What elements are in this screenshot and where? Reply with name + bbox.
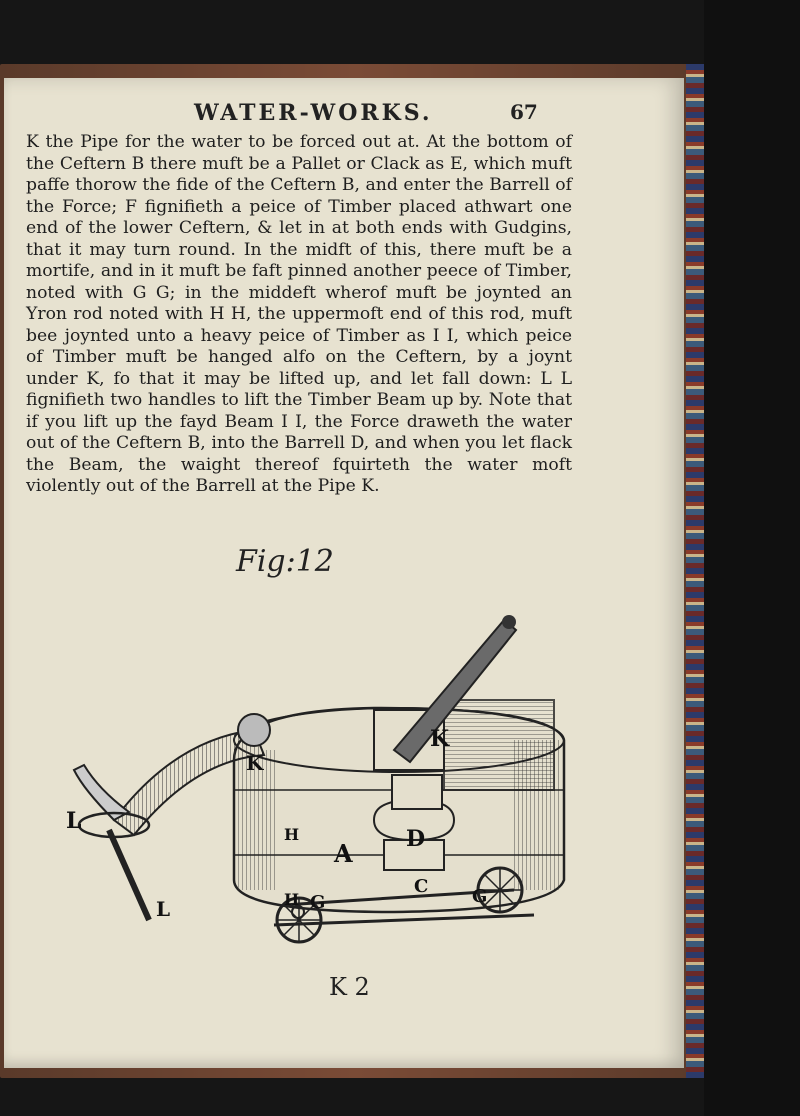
label-d: D bbox=[406, 826, 426, 852]
body-paragraph: K the Pipe for the water to be forced out at. At the bottom of the Ceftern B there muft be a Pallet or Clack as E, which muft paffe thorow the fide of the Ceftern B, and enter the Barrell of the Force; F fignifieth a peice of Timber placed athwart one end of the lower Ceftern, & let in at both ends with Gudgins, that it may turn round. In the midft of this, there muft be a mortife, and in it muft be faft pinned another peece of Timber, noted with G G; in the middeft wherof muft be joynted an Yron rod noted with H H, the uppermoft end of this rod, muft bee joynted unto a heavy peice of Timber as I I, which peice of Timber muft be hanged alfo on the Ceftern, by a joynt under K, fo that it may be lifted up, and let fall down: L L fignifieth two handles to lift the Timber Beam up by. Note that if you lift up the fayd Beam I I, the Force draweth the water out of the Ceftern B, into the Barrell D, and when you let flack the Beam, the waight thereof fquirteth the water moft violently out of the Barrell at the Pipe K. bbox=[26, 132, 572, 496]
signature-mark: K 2 bbox=[329, 973, 370, 1001]
label-a: A bbox=[334, 839, 353, 868]
page-number: 67 bbox=[510, 100, 538, 124]
label-l-bottom: L bbox=[156, 897, 171, 921]
label-c: C bbox=[414, 876, 429, 897]
label-g-right: G bbox=[472, 886, 488, 907]
label-h-top: H bbox=[284, 825, 300, 844]
label-k-left: K bbox=[246, 751, 264, 775]
label-h-bottom: H bbox=[284, 890, 300, 909]
marbled-page-edge bbox=[686, 64, 704, 1078]
book-page bbox=[4, 78, 684, 1068]
figure-label: Fig:12 bbox=[236, 544, 334, 579]
force-pump-engraving bbox=[54, 590, 574, 950]
label-k-top: K bbox=[430, 726, 450, 752]
dark-background bbox=[704, 0, 800, 1116]
label-g-left: G bbox=[310, 892, 326, 913]
label-l-top: L bbox=[66, 808, 82, 834]
running-head: WATER-WORKS. bbox=[194, 100, 433, 126]
